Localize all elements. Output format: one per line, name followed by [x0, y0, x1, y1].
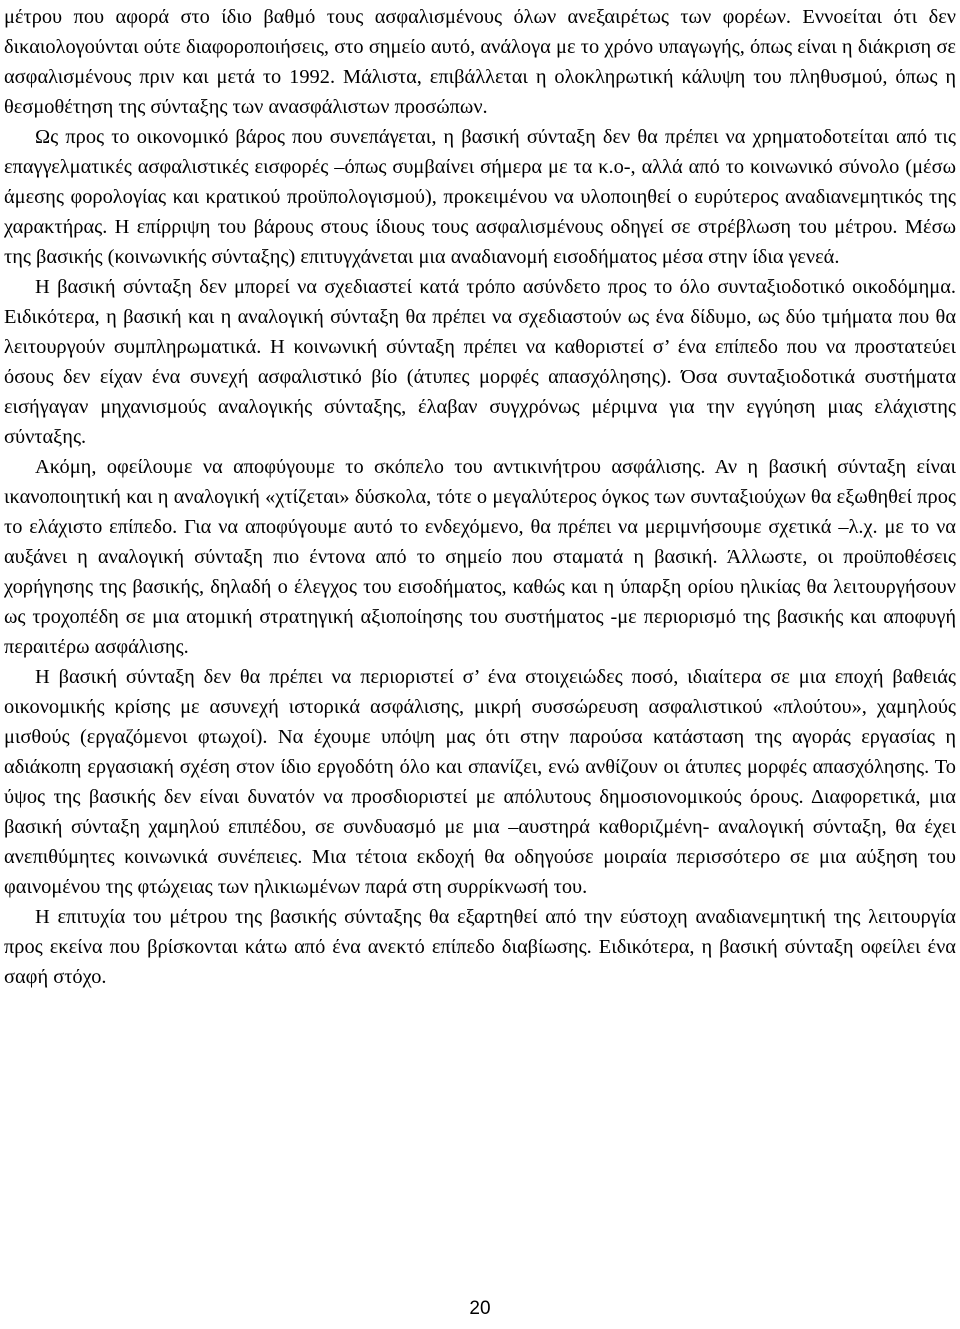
document-body — [2, 2, 958, 992]
page-number: 20 — [469, 1298, 491, 1319]
paragraph-1: μέτρου που αφορά στο ίδιο βαθμό τους ασφαλισμένους όλων ανεξαιρέτως των φορέων. Εννοείται ότι δεν δικαιολογούνται ούτε διαφοροποιήσεις, στο σημείο αυτό, ανάλογα με το χρόνο υπαγωγής, όπως είναι η διάκριση σε ασφαλισμένους πριν και μετά το 1992. Μάλιστα, επιβάλλεται η ολοκληρωτική κάλυψη του πληθυσμού, όπως η θεσμοθέτηση της σύνταξης των ανασφάλιστων προσώπων. — [4, 6, 956, 118]
paragraph-6: Η επιτυχία του μέτρου της βασικής σύνταξης θα εξαρτηθεί από την εύστοχη αναδιανεμητική της λειτουργία προς εκείνα που βρίσκονται κάτω από ένα ανεκτό επίπεδο διαβίωσης. Ειδικότερα, η βασική σύνταξη οφείλει ένα σαφή στόχο. — [4, 906, 956, 988]
paragraph-2: Ως προς το οικονομικό βάρος που συνεπάγεται, η βασική σύνταξη δεν θα πρέπει να χρηματοδοτείται από τις επαγγελματικές ασφαλιστικές εισφορές –όπως συμβαίνει σήμερα με τα κ.ο-, αλλά από το κοινωνικό σύνολο (μέσω άμεσης φορολογίας και κρατικού προϋπολογισμού), προκειμένου να υλοποιηθεί ο ευρύτερος αναδιανεμητικός της χαρακτήρας. Η επίρριψη του βάρους στους ίδιους τους ασφαλισμένους οδηγεί σε στρέβλωση του μέτρου. Μέσω της βασικής (κοινωνικής σύνταξης) επιτυγχάνεται μια αναδιανομή εισοδήματος μέσα στην ίδια γενεά. — [4, 126, 956, 268]
paragraph-5: Η βασική σύνταξη δεν θα πρέπει να περιοριστεί σ’ ένα στοιχειώδες ποσό, ιδιαίτερα σε μια εποχή βαθειάς οικονομικής κρίσης με ασυνεχή ιστορικά ασφάλισης, μικρή συσσώρευση ασφαλιστικού «πλούτου», χαμηλούς μισθούς (εργαζόμενοι φτωχοί). Να έχουμε υπόψη μας ότι στην παρούσα κατάσταση της αγοράς εργασίας η αδιάκοπη εργασιακή σχέση στον ίδιο εργοδότη όλο και σπανίζει, ενώ ανθίζουν οι άτυπες μορφές απασχόλησης. Το ύψος της βασικής δεν είναι δυνατόν να προσδιοριστεί με απόλυτους δημοσιονομικούς όρους. Διαφορετικά, μια βασική σύνταξη χαμηλού επιπέδου, σε συνδυασμό με μια –αυστηρά καθοριζμένη- αναλογική σύνταξη, θα έχει ανεπιθύμητες κοινωνικά συνέπειες. Μια τέτοια εκδοχή θα οδηγούσε μοιραία περισσότερο σε μια αύξηση του φαινομένου της φτώχειας των ηλικιωμένων παρά στη συρρίκνωσή του. — [4, 666, 956, 898]
paragraph-3: Η βασική σύνταξη δεν μπορεί να σχεδιαστεί κατά τρόπο ασύνδετο προς το όλο συνταξιοδοτικό οικοδόμημα. Ειδικότερα, η βασική και η αναλογική σύνταξη θα πρέπει να σχεδιαστούν ως ένα δίδυμο, ως δύο τμήματα που θα λειτουργούν συμπληρωματικά. Η κοινωνική σύνταξη πρέπει να καθοριστεί σ’ ένα επίπεδο που να προστατεύει όσους δεν είχαν ένα συνεχή ασφαλιστικό βίο (άτυπες μορφές απασχόλησης). Όσα συνταξιοδοτικά συστήματα εισήγαγαν μηχανισμούς αναλογικής σύνταξης, έλαβαν συγχρόνως μέριμνα για την εγγύηση μιας ελάχιστης σύνταξης. — [4, 276, 956, 448]
paragraph-4: Ακόμη, οφείλουμε να αποφύγουμε το σκόπελο του αντικινήτρου ασφάλισης. Αν η βασική σύνταξη είναι ικανοποιητική και η αναλογική «χτίζεται» δύσκολα, τότε ο μεγαλύτερος όγκος των συνταξιούχων θα εξωθηθεί προς το ελάχιστο επίπεδο. Για να αποφύγουμε αυτό το ενδεχόμενο, θα πρέπει να μεριμνήσουμε σχετικά –λ.χ. με το να αυξάνει η αναλογική σύνταξη πιο έντονα από το σημείο που σταματά η βασική. Άλλωστε, οι προϋποθέσεις χορήγησης της βασικής, δηλαδή ο έλεγχος του εισοδήματος, καθώς και η ύπαρξη ορίου ηλικίας θα λειτουργήσουν ως τροχοπέδη σε μια ατομική στρατηγική αξιοποίησης του συστήματος -με περιορισμό της βασικής και αποφυγή περαιτέρω ασφάλισης. — [4, 456, 956, 658]
